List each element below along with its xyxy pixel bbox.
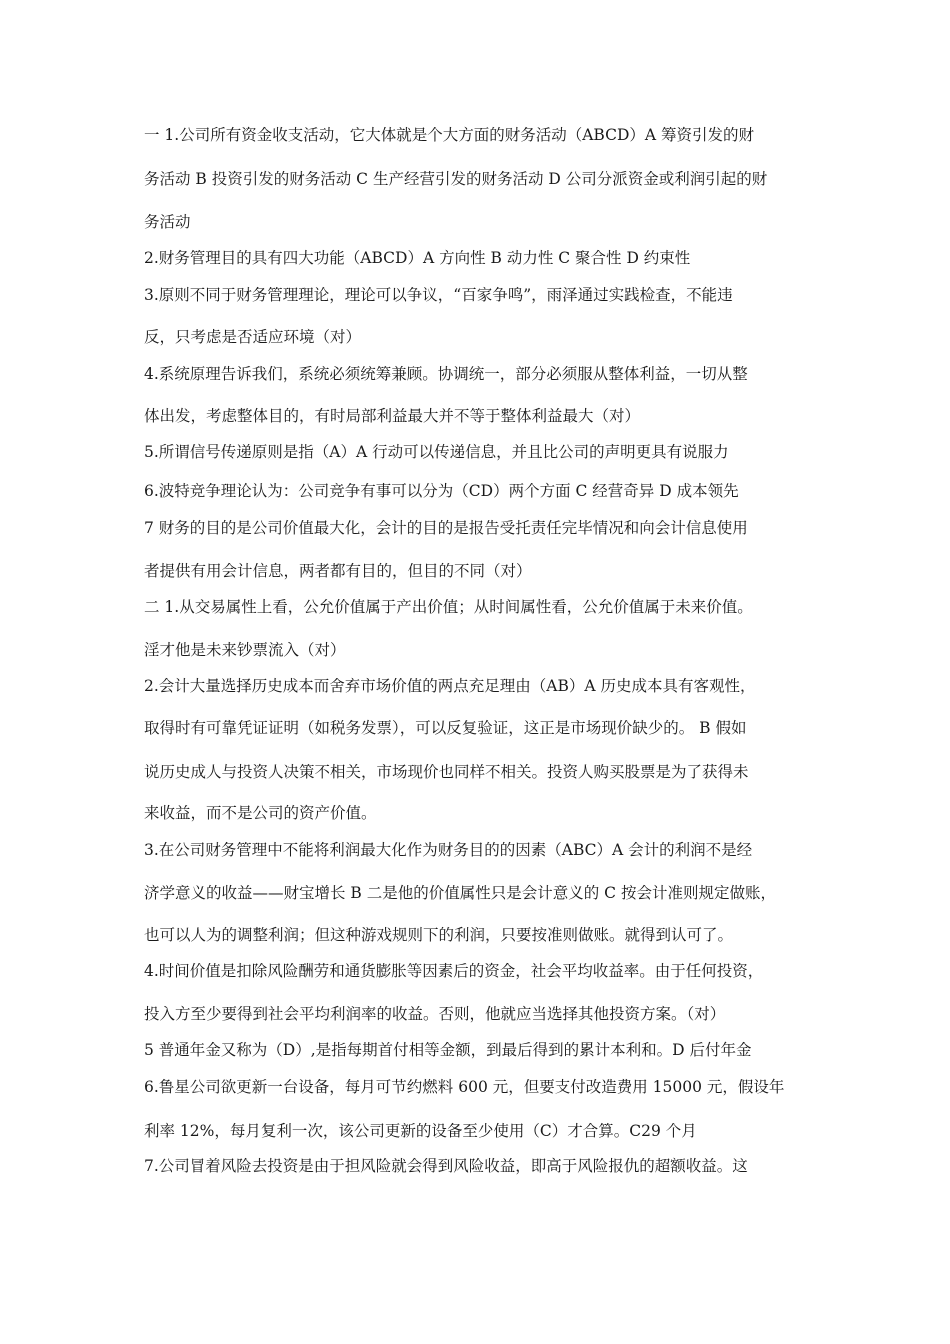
text-line: 2.财务管理目的具有四大功能（ABCD）A 方向性 B 动力性 C 聚合性 D 约束性 [144,249,691,267]
text-line: 说历史成人与投资人决策不相关，市场现价也同样不相关。投资人购买股票是为了获得未 [144,763,749,781]
text-line: 7 财务的目的是公司价值最大化，会计的目的是报告受托责任完毕情况和向会计信息使用 [144,519,748,537]
text-line: 务活动 B 投资引发的财务活动 C 生产经营引发的财务活动 D 公司分派资金或利润引起的财 [144,170,768,188]
text-line: 6.波特竞争理论认为：公司竞争有事可以分为（CD）两个方面 C 经营奇异 D 成本领先 [144,482,739,500]
text-line: 济学意义的收益——财宝增长 B 二是他的价值属性只是会计意义的 C 按会计准则规定做账， [144,884,776,902]
text-line: 3.在公司财务管理中不能将利润最大化作为财务目的的因素（ABC）A 会计的利润不是经 [144,841,753,859]
text-line: 6.鲁星公司欲更新一台设备，每月可节约燃料 600 元，但要支付改造费用 15000 元，假设年 [144,1078,785,1096]
text-line: 二 1.从交易属性上看，公允价值属于产出价值；从时间属性看，公允价值属于未来价值。 [144,598,753,616]
text-line: 务活动 [144,213,191,231]
text-line: 投入方至少要得到社会平均利润率的收益。否则，他就应当选择其他投资方案。（对） [144,1005,726,1023]
text-line: 者提供有用会计信息，两者都有目的，但目的不同（对） [144,562,532,580]
text-line: 4.系统原理告诉我们，系统必须统筹兼顾。协调统一，部分必须服从整体利益，一切从整 [144,365,748,383]
text-line: 来收益，而不是公司的资产价值。 [144,804,377,822]
text-line: 也可以人为的调整利润；但这种游戏规则下的利润，只要按准则做账。就得到认可了。 [144,926,734,944]
text-line: 2.会计大量选择历史成本而舍弃市场价值的两点充足理由（AB）A 历史成本具有客观性， [144,677,756,695]
text-line: 一 1.公司所有资金收支活动，它大体就是个大方面的财务活动（ABCD）A 筹资引发的财 [144,126,754,144]
text-line: 利率 12%，每月复利一次，该公司更新的设备至少使用（C）才合算。C29 个月 [144,1122,697,1140]
text-line: 5.所谓信号传递原则是指（A）A 行动可以传递信息，并且比公司的声明更具有说服力 [144,443,729,461]
text-line: 5 普通年金又称为（D）,是指每期首付相等金额，到最后得到的累计本利和。D 后付年金 [144,1041,752,1059]
text-line: 体出发，考虑整体目的，有时局部利益最大并不等于整体利益最大（对） [144,407,641,425]
text-line: 4.时间价值是扣除风险酬劳和通货膨胀等因素后的资金，社会平均收益率。由于任何投资， [144,962,764,980]
text-line: 7.公司冒着风险去投资是由于担风险就会得到风险收益，即高于风险报仇的超额收益。这 [144,1157,748,1175]
text-line: 3.原则不同于财务管理理论，理论可以争议，“百家争鸣”，雨泽通过实践检查，不能违 [144,286,733,304]
text-line: 反，只考虑是否适应环境（对） [144,328,362,346]
text-line: 取得时有可靠凭证证明（如税务发票），可以反复验证，这正是市场现价缺少的。 B 假如 [144,719,747,737]
text-line: 淫才他是未来钞票流入（对） [144,641,346,659]
